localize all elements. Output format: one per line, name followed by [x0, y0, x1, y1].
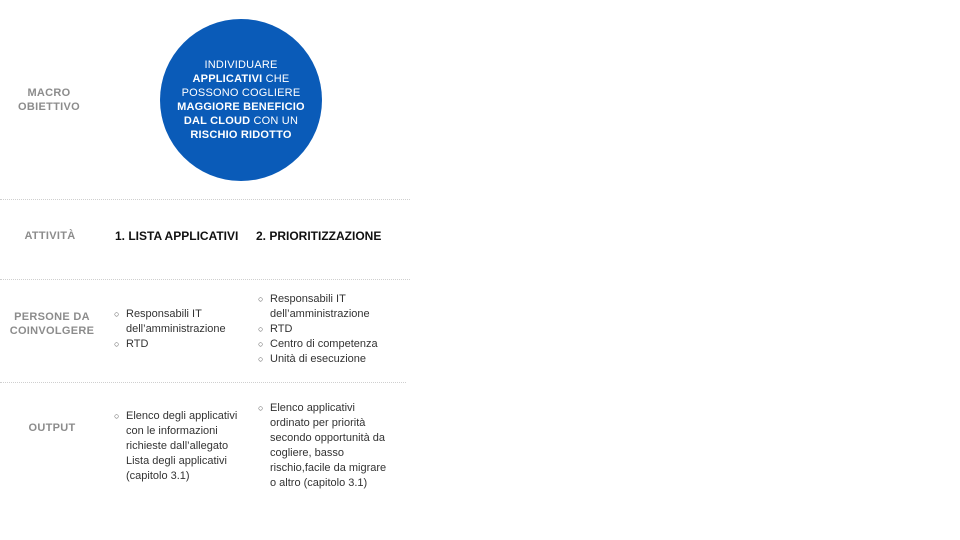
bullet-icon: ○ [258, 403, 264, 413]
row-label-attivita: ATTIVITÀ [24, 230, 76, 242]
list-item-text: RTD [126, 338, 149, 350]
list-item-text: Responsabili IT dell’amministrazione [126, 308, 226, 335]
bullet-icon: ○ [258, 324, 264, 334]
list-item [258, 292, 393, 322]
bullet-icon: ○ [114, 411, 120, 421]
list-item-text: Elenco applicativi ordinato per priorità secondo opportunità da cogliere, basso rischio,facile da migrare o altro (capitolo 3.1) [270, 402, 387, 489]
goal-text-3: CHE POSSONO COGLIERE [181, 73, 301, 99]
row-label-persone: PERSONE DA COINVOLGERE [9, 311, 95, 337]
list-item-text: Centro di competenza [270, 338, 378, 350]
list-item [114, 337, 239, 352]
list-item [258, 352, 393, 367]
bullet-icon: ○ [258, 354, 264, 364]
list-item-text: RTD [270, 323, 293, 335]
output-list-1 [114, 409, 242, 484]
macro-goal-text [171, 58, 311, 142]
list-item-text: Unità di esecuzione [270, 353, 367, 365]
list-item [114, 409, 242, 484]
list-item [114, 307, 239, 337]
goal-text-6: RISCHIO RIDOTTO [190, 129, 292, 141]
bullet-icon: ○ [114, 339, 120, 349]
list-item-text: Elenco degli applicativi con le informazioni richieste dall’allegato Lista degli applicativi (capitolo 3.1) [126, 410, 238, 482]
bullet-icon: ○ [114, 309, 120, 319]
goal-text-2: APPLICATIVI [192, 73, 263, 85]
people-list-1 [114, 307, 239, 352]
list-item [258, 337, 393, 352]
activity-prioritizzazione: 2. PRIORITIZZAZIONE [256, 229, 382, 243]
macro-goal-circle [160, 19, 322, 181]
divider-3 [0, 382, 406, 383]
divider-1 [0, 199, 410, 200]
row-label-macro-obiettivo: MACRO OBIETTIVO [18, 87, 80, 113]
output-list-2 [258, 401, 393, 491]
activity-lista-applicativi: 1. LISTA APPLICATIVI [115, 229, 239, 243]
bullet-icon: ○ [258, 339, 264, 349]
goal-text-4: MAGGIORE BENEFICIO DAL CLOUD [177, 101, 305, 127]
list-item [258, 322, 393, 337]
people-list-2 [258, 292, 393, 367]
goal-text-1: INDIVIDUARE [204, 59, 278, 71]
list-item-text: Responsabili IT dell’amministrazione [270, 293, 370, 320]
goal-text-5: CON UN [250, 115, 299, 127]
divider-2 [0, 279, 410, 280]
list-item [258, 401, 393, 491]
bullet-icon: ○ [258, 294, 264, 304]
row-label-output: OUTPUT [28, 422, 76, 434]
